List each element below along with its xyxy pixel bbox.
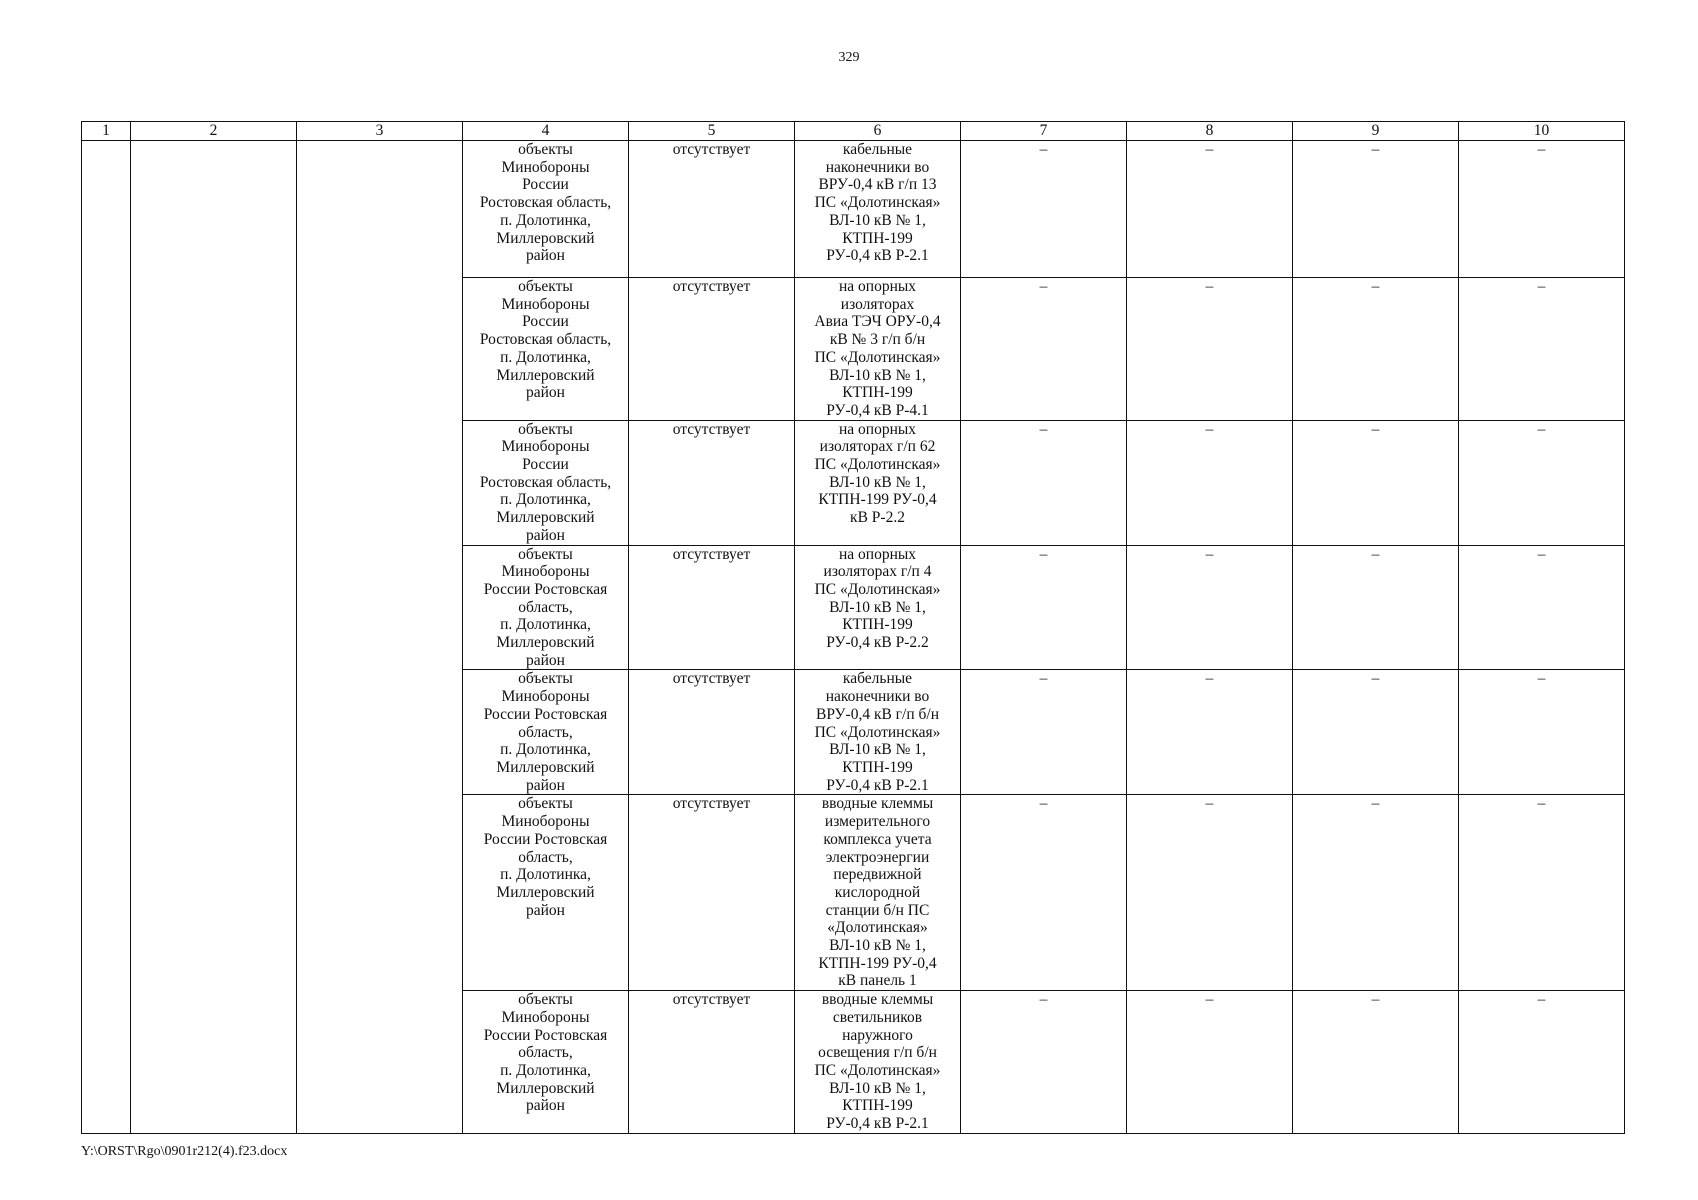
dash-cell: – bbox=[1459, 795, 1625, 991]
dash-cell: – bbox=[1127, 670, 1293, 795]
object-cell: объекты Минобороны России Ростовская область, п. Долотинка, Миллеровский район bbox=[463, 278, 629, 421]
dash-cell: – bbox=[1459, 545, 1625, 670]
dash-cell: – bbox=[1459, 991, 1625, 1134]
status-cell: отсутствует bbox=[629, 670, 795, 795]
location-cell: на опорных изоляторах Авиа ТЭЧ ОРУ-0,4 кВ № 3 г/п б/н ПС «Долотинская» ВЛ-10 кВ № 1, КТПН-199 РУ-0,4 кВ Р-4.1 bbox=[795, 278, 961, 421]
dash-cell: – bbox=[1127, 545, 1293, 670]
dash-cell: – bbox=[1127, 795, 1293, 991]
object-cell: объекты Минобороны России Ростовская область, п. Долотинка, Миллеровский район bbox=[463, 795, 629, 991]
dash-cell: – bbox=[1293, 670, 1459, 795]
dash-cell: – bbox=[961, 141, 1127, 278]
merged-cell-col1 bbox=[82, 141, 131, 1134]
dash-cell: – bbox=[961, 420, 1127, 545]
object-cell: объекты Минобороны России Ростовская область, п. Долотинка, Миллеровский район bbox=[463, 991, 629, 1134]
dash-cell: – bbox=[1293, 991, 1459, 1134]
dash-cell: – bbox=[961, 545, 1127, 670]
dash-cell: – bbox=[1293, 795, 1459, 991]
location-cell: кабельные наконечники во ВРУ-0,4 кВ г/п 13 ПС «Долотинская» ВЛ-10 кВ № 1, КТПН-199 РУ-0,4 кВ Р-2.1 bbox=[795, 141, 961, 278]
dash-cell: – bbox=[1293, 420, 1459, 545]
dash-cell: – bbox=[1459, 278, 1625, 421]
status-cell: отсутствует bbox=[629, 795, 795, 991]
dash-cell: – bbox=[1293, 545, 1459, 670]
merged-cell-col2 bbox=[131, 141, 297, 1134]
dash-cell: – bbox=[1127, 991, 1293, 1134]
header-row bbox=[82, 122, 1625, 141]
header-cell: 5 bbox=[629, 122, 795, 141]
dash-cell: – bbox=[961, 670, 1127, 795]
location-cell: на опорных изоляторах г/п 4 ПС «Долотинская» ВЛ-10 кВ № 1, КТПН-199 РУ-0,4 кВ Р-2.2 bbox=[795, 545, 961, 670]
dash-cell: – bbox=[1127, 141, 1293, 278]
dash-cell: – bbox=[1459, 141, 1625, 278]
object-cell: объекты Минобороны России Ростовская область, п. Долотинка, Миллеровский район bbox=[463, 545, 629, 670]
status-cell: отсутствует bbox=[629, 991, 795, 1134]
dash-cell: – bbox=[961, 991, 1127, 1134]
header-cell: 4 bbox=[463, 122, 629, 141]
dash-cell: – bbox=[1127, 420, 1293, 545]
location-cell: кабельные наконечники во ВРУ-0,4 кВ г/п б/н ПС «Долотинская» ВЛ-10 кВ № 1, КТПН-199 РУ-0,4 кВ Р-2.1 bbox=[795, 670, 961, 795]
dash-cell: – bbox=[1127, 278, 1293, 421]
object-cell: объекты Минобороны России Ростовская область, п. Долотинка, Миллеровский район bbox=[463, 670, 629, 795]
status-cell: отсутствует bbox=[629, 141, 795, 278]
dash-cell: – bbox=[961, 278, 1127, 421]
document-table bbox=[81, 121, 1625, 1134]
header-cell: 6 bbox=[795, 122, 961, 141]
header-cell: 10 bbox=[1459, 122, 1625, 141]
merged-cell-col3 bbox=[297, 141, 463, 1134]
dash-cell: – bbox=[1459, 420, 1625, 545]
page-number: 329 bbox=[838, 50, 860, 65]
status-cell: отсутствует bbox=[629, 545, 795, 670]
dash-cell: – bbox=[1293, 141, 1459, 278]
status-cell: отсутствует bbox=[629, 420, 795, 545]
location-cell: вводные клеммы светильников наружного освещения г/п б/н ПС «Долотинская» ВЛ-10 кВ № 1, КТПН-199 РУ-0,4 кВ Р-2.1 bbox=[795, 991, 961, 1134]
footer-file-path: Y:\ORST\Rgo\0901r212(4).f23.docx bbox=[81, 1144, 288, 1159]
dash-cell: – bbox=[961, 795, 1127, 991]
header-cell: 9 bbox=[1293, 122, 1459, 141]
location-cell: на опорных изоляторах г/п 62 ПС «Долотинская» ВЛ-10 кВ № 1, КТПН-199 РУ-0,4 кВ Р-2.2 bbox=[795, 420, 961, 545]
header-cell: 8 bbox=[1127, 122, 1293, 141]
header-cell: 7 bbox=[961, 122, 1127, 141]
dash-cell: – bbox=[1293, 278, 1459, 421]
object-cell: объекты Минобороны России Ростовская область, п. Долотинка, Миллеровский район bbox=[463, 420, 629, 545]
header-cell: 1 bbox=[82, 122, 131, 141]
object-cell: объекты Минобороны России Ростовская область, п. Долотинка, Миллеровский район bbox=[463, 141, 629, 278]
header-cell: 3 bbox=[297, 122, 463, 141]
dash-cell: – bbox=[1459, 670, 1625, 795]
table-row bbox=[82, 141, 1625, 278]
location-cell: вводные клеммы измерительного комплекса учета электроэнергии передвижной кислородной станции б/н ПС «Долотинская» ВЛ-10 кВ № 1, КТПН-199 РУ-0,4 кВ панель 1 bbox=[795, 795, 961, 991]
header-cell: 2 bbox=[131, 122, 297, 141]
status-cell: отсутствует bbox=[629, 278, 795, 421]
